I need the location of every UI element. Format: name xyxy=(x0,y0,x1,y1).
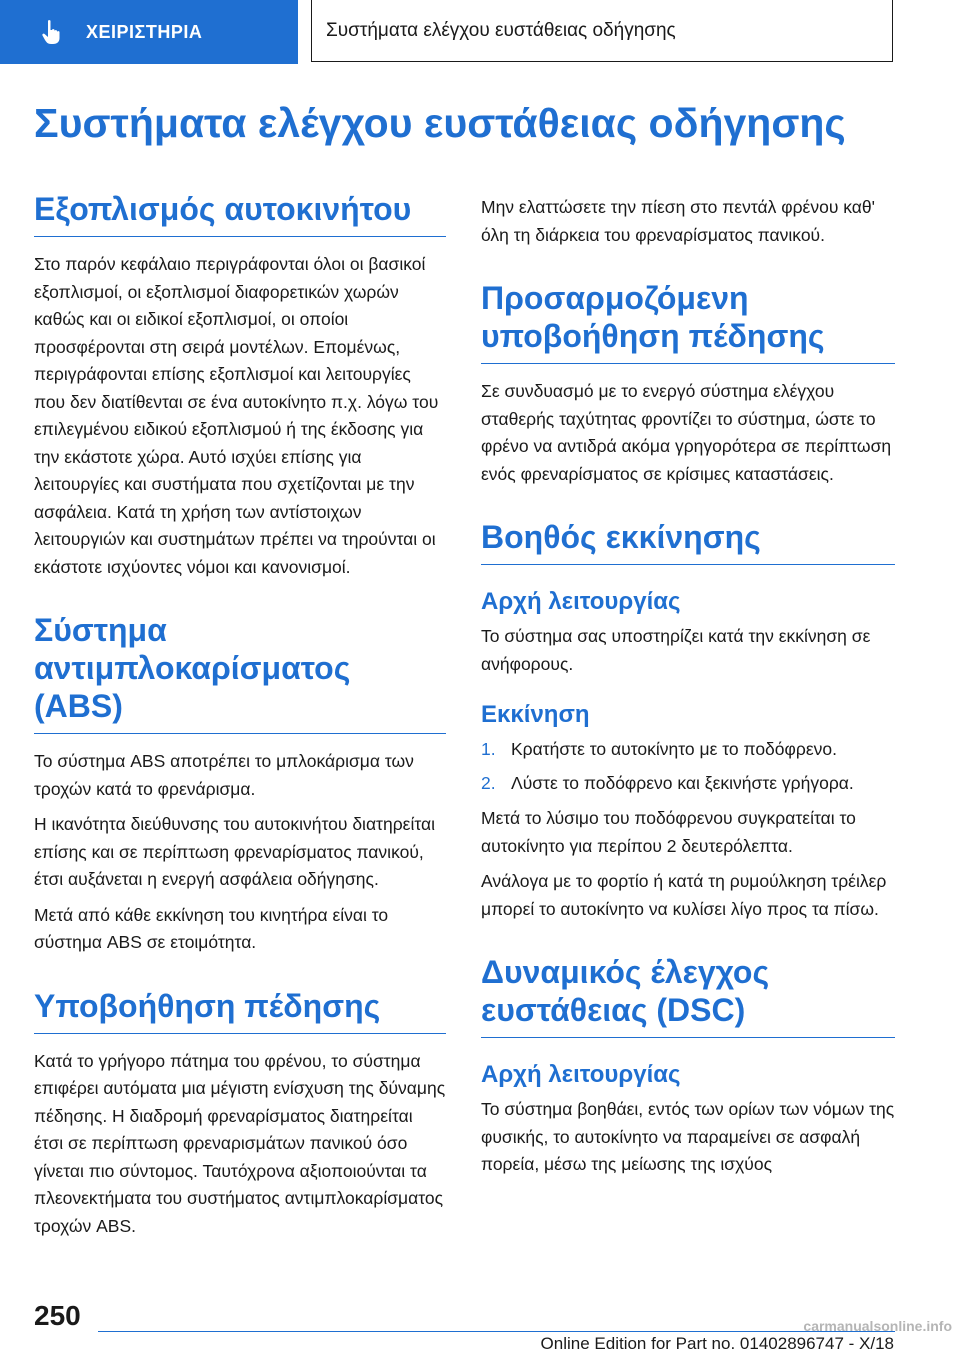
paragraph: Μετά το λύσιμο του ποδόφρενου συγκρατείται το αυτοκίνητο για περίπου 2 δευτερόλεπτα. xyxy=(481,808,856,856)
section-tab-label: ΧΕΙΡΙΣΤΗΡΙΑ xyxy=(86,21,203,42)
subheading-start: Εκκίνηση xyxy=(481,701,590,728)
section-heading-hill-start-assist: Βοηθός εκκίνησης xyxy=(481,518,895,565)
watermark: carmanualsonline.info xyxy=(803,1318,952,1334)
paragraph: Η ικανότητα διεύθυνσης του αυτοκινήτου διατηρείται επίσης και σε περίπτωση φρεναρίσματος πανικού, έτσι αυξάνεται η ενεργή ασφάλεια οδήγησης. xyxy=(34,814,436,889)
edition-info: Online Edition for Part no. 01402896747 - X/18 xyxy=(540,1334,894,1353)
steps-list xyxy=(481,736,895,797)
section-tab[interactable] xyxy=(0,0,298,64)
section-heading-equipment: Εξοπλισμός αυτοκινήτου xyxy=(34,190,446,237)
list-item xyxy=(481,770,895,798)
paragraph: Το σύστημα σας υποστηρίζει κατά την εκκίνηση σε ανήφορους. xyxy=(481,626,871,674)
left-column xyxy=(34,190,446,1248)
paragraph: Μετά από κάθε εκκίνηση του κινητήρα είναι το σύστημα ABS σε ετοιμότητα. xyxy=(34,904,389,952)
paragraph: Το σύστημα ABS αποτρέπει το μπλοκάρισμα των τροχών κατά το φρενάρισμα. xyxy=(34,751,414,799)
section-heading-abs: Σύστημα αντιμπλοκαρίσματος (ABS) xyxy=(34,611,446,734)
subheading-principle: Αρχή λειτουργίας xyxy=(481,588,681,615)
step-number: 2. xyxy=(481,772,496,793)
page-number: 250 xyxy=(34,1300,81,1331)
subheading-principle: Αρχή λειτουργίας xyxy=(481,1061,681,1088)
step-text: Λύστε το ποδόφρενο και ξεκινήστε γρήγορα. xyxy=(511,772,854,793)
page-title: Συστήματα ελέγχου ευστάθειας οδήγησης xyxy=(34,100,846,146)
paragraph: Μην ελαττώσετε την πίεση στο πεντάλ φρένου καθ' όλη τη διάρκεια του φρεναρίσματος πανικού. xyxy=(481,197,875,245)
paragraph: Ανάλογα με το φορτίο ή κατά τη ρυμούλκηση τρέιλερ μπορεί το αυτοκίνητο να κυλίσει λίγο προς τα πίσω. xyxy=(481,871,887,919)
paragraph: Κατά το γρήγορο πάτημα του φρένου, το σύστημα επιφέρει αυτόματα μια μέγιστη ενίσχυση της δύναμης πέδησης. Η διαδρομή φρεναρίσματος διατηρείται έτσι σε περίπτωση φρεναρισμάτων πανικού όσο γίνεται πιο σύντομος. Ταυτόχρονα αξιοποιούνται τα πλεονεκτήματα του συστήματος αντιμπλοκαρίσματος τροχών ABS. xyxy=(34,1050,446,1236)
paragraph: Το σύστημα βοηθάει, εντός των ορίων των νόμων της φυσικής, το αυτοκίνητο να παραμείνει σε ασφαλή πορεία, μέσω της μείωσης της ισχύος xyxy=(481,1099,895,1174)
step-number: 1. xyxy=(481,739,496,759)
paragraph: Στο παρόν κεφάλαιο περιγράφονται όλοι οι βασικοί εξοπλισμοί, οι εξοπλισμοί διαφορετικών χωρών καθώς και οι ειδικοί εξοπλισμοί, οι οποίοι προσφέρονται στη σειρά μοντέλων. Επομένως, περιγράφονται επίσης εξοπλισμοί και λειτουργίες που δεν διατίθενται σε ένα αυτοκίνητο π.χ. λόγω του επιλεγμένου ειδικού εξοπλισμού ή της έκδοσης για την εκάστοτε χώρα. Αυτό ισχύει επίσης για λειτουργίες και συστήματα που σχετίζονται με την ασφάλεια. Κατά τη χρήση των αντίστοιχων λειτουργιών και συστημάτων πρέπει να τηρούνται οι εκάστοτε ισχύοντες νόμοι και κανονισμοί. xyxy=(34,254,439,577)
paragraph: Σε συνδυασμό με το ενεργό σύστημα ελέγχου σταθερής ταχύτητας φροντίζει το σύστημα, ώστε το φρένο να αντιδρά ακόμα γρηγορότερα σε περίπτωση ενός φρεναρίσματος σε κρίσιμες καταστάσεις. xyxy=(481,381,892,484)
hand-pointer-icon xyxy=(40,19,66,45)
footer-divider xyxy=(98,1331,895,1332)
step-text: Κρατήστε το αυτοκίνητο με το ποδόφρενο. xyxy=(511,739,837,759)
section-heading-adaptive-brake-assist: Προσαρμοζόμενη υποβοήθηση πέδησης xyxy=(481,279,895,364)
section-heading-brake-assist: Υποβοήθηση πέδησης xyxy=(34,987,446,1034)
right-column xyxy=(481,194,895,1187)
section-heading-dsc: Δυναμικός έλεγχος ευστάθειας (DSC) xyxy=(481,953,895,1038)
list-item xyxy=(481,736,895,764)
breadcrumb: Συστήματα ελέγχου ευστάθειας οδήγησης xyxy=(311,0,893,62)
